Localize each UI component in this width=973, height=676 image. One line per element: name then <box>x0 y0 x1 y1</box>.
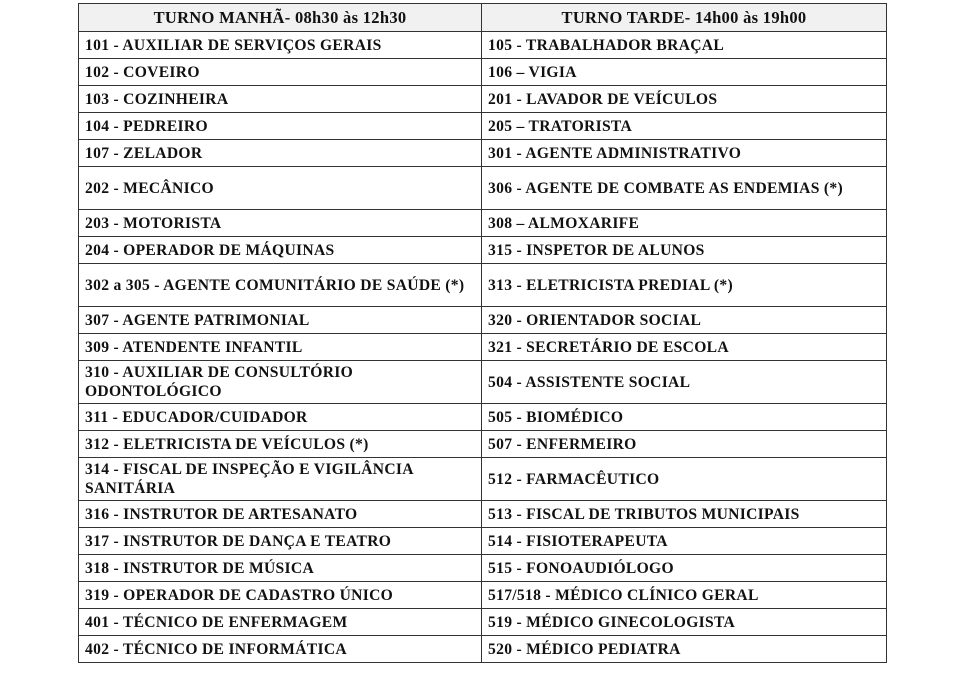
afternoon-position-cell: 205 – TRATORISTA <box>482 113 887 140</box>
table-row <box>79 501 887 528</box>
afternoon-position-cell: 507 - ENFERMEIRO <box>482 431 887 458</box>
table-row <box>79 140 887 167</box>
table-row <box>79 307 887 334</box>
morning-position-cell: 107 - ZELADOR <box>79 140 482 167</box>
table-row <box>79 32 887 59</box>
table-row <box>79 361 887 404</box>
morning-position-cell: 311 - EDUCADOR/CUIDADOR <box>79 404 482 431</box>
table-row <box>79 528 887 555</box>
morning-position-cell: 317 - INSTRUTOR DE DANÇA E TEATRO <box>79 528 482 555</box>
table-row <box>79 237 887 264</box>
morning-position-cell: 203 - MOTORISTA <box>79 210 482 237</box>
afternoon-position-cell: 513 - FISCAL DE TRIBUTOS MUNICIPAIS <box>482 501 887 528</box>
morning-position-cell: 318 - INSTRUTOR DE MÚSICA <box>79 555 482 582</box>
afternoon-position-cell: 515 - FONOAUDIÓLOGO <box>482 555 887 582</box>
morning-position-cell: 104 - PEDREIRO <box>79 113 482 140</box>
morning-shift-header: TURNO MANHÃ- 08h30 às 12h30 <box>79 4 482 32</box>
afternoon-position-cell: 306 - AGENTE DE COMBATE AS ENDEMIAS (*) <box>482 167 887 210</box>
table-row <box>79 609 887 636</box>
table-header <box>79 4 887 32</box>
morning-position-cell: 302 a 305 - AGENTE COMUNITÁRIO DE SAÚDE (*) <box>79 264 482 307</box>
shift-schedule-table <box>78 3 887 663</box>
table-row <box>79 404 887 431</box>
afternoon-position-cell: 315 - INSPETOR DE ALUNOS <box>482 237 887 264</box>
table-row <box>79 555 887 582</box>
header-row <box>79 4 887 32</box>
morning-position-cell: 310 - AUXILIAR DE CONSULTÓRIO ODONTOLÓGICO <box>79 361 482 404</box>
morning-position-cell: 312 - ELETRICISTA DE VEÍCULOS (*) <box>79 431 482 458</box>
afternoon-position-cell: 504 - ASSISTENTE SOCIAL <box>482 361 887 404</box>
table-row <box>79 636 887 663</box>
morning-position-cell: 314 - FISCAL DE INSPEÇÃO E VIGILÂNCIA SANITÁRIA <box>79 458 482 501</box>
afternoon-position-cell: 301 - AGENTE ADMINISTRATIVO <box>482 140 887 167</box>
morning-position-cell: 103 - COZINHEIRA <box>79 86 482 113</box>
table-row <box>79 113 887 140</box>
morning-position-cell: 319 - OPERADOR DE CADASTRO ÚNICO <box>79 582 482 609</box>
afternoon-position-cell: 514 - FISIOTERAPEUTA <box>482 528 887 555</box>
morning-position-cell: 309 - ATENDENTE INFANTIL <box>79 334 482 361</box>
table-row <box>79 210 887 237</box>
table-row <box>79 431 887 458</box>
morning-position-cell: 204 - OPERADOR DE MÁQUINAS <box>79 237 482 264</box>
table-row <box>79 264 887 307</box>
afternoon-position-cell: 519 - MÉDICO GINECOLOGISTA <box>482 609 887 636</box>
morning-position-cell: 316 - INSTRUTOR DE ARTESANATO <box>79 501 482 528</box>
afternoon-position-cell: 313 - ELETRICISTA PREDIAL (*) <box>482 264 887 307</box>
table-row <box>79 167 887 210</box>
afternoon-position-cell: 512 - FARMACÊUTICO <box>482 458 887 501</box>
afternoon-position-cell: 505 - BIOMÉDICO <box>482 404 887 431</box>
table-row <box>79 86 887 113</box>
table-row <box>79 59 887 86</box>
afternoon-position-cell: 106 – VIGIA <box>482 59 887 86</box>
afternoon-shift-header: TURNO TARDE- 14h00 às 19h00 <box>482 4 887 32</box>
table-body <box>79 32 887 663</box>
morning-position-cell: 401 - TÉCNICO DE ENFERMAGEM <box>79 609 482 636</box>
afternoon-position-cell: 517/518 - MÉDICO CLÍNICO GERAL <box>482 582 887 609</box>
afternoon-position-cell: 308 – ALMOXARIFE <box>482 210 887 237</box>
table-row <box>79 582 887 609</box>
morning-position-cell: 202 - MECÂNICO <box>79 167 482 210</box>
morning-position-cell: 101 - AUXILIAR DE SERVIÇOS GERAIS <box>79 32 482 59</box>
table-row <box>79 458 887 501</box>
afternoon-position-cell: 321 - SECRETÁRIO DE ESCOLA <box>482 334 887 361</box>
table-row <box>79 334 887 361</box>
morning-position-cell: 102 - COVEIRO <box>79 59 482 86</box>
morning-position-cell: 307 - AGENTE PATRIMONIAL <box>79 307 482 334</box>
afternoon-position-cell: 201 - LAVADOR DE VEÍCULOS <box>482 86 887 113</box>
afternoon-position-cell: 520 - MÉDICO PEDIATRA <box>482 636 887 663</box>
morning-position-cell: 402 - TÉCNICO DE INFORMÁTICA <box>79 636 482 663</box>
afternoon-position-cell: 320 - ORIENTADOR SOCIAL <box>482 307 887 334</box>
afternoon-position-cell: 105 - TRABALHADOR BRAÇAL <box>482 32 887 59</box>
